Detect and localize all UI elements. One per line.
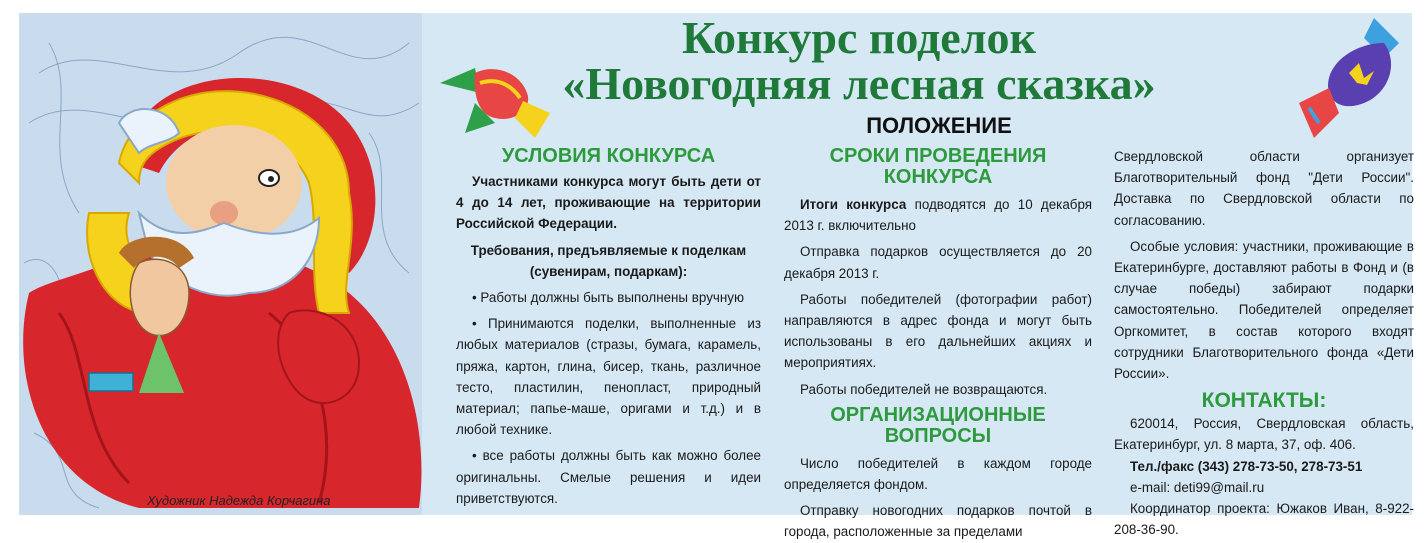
phone-text: Тел./факс (343) 278-73-50, 278-73-51 xyxy=(1130,458,1363,474)
timeline-column xyxy=(784,146,1092,543)
illustrator-credit: Художник Надежда Корчагина xyxy=(147,493,331,508)
timeline-heading: СРОКИ ПРОВЕДЕНИЯ КОНКУРСА xyxy=(829,145,1047,188)
candy-right-icon xyxy=(1289,13,1409,143)
contest-panel xyxy=(19,12,1414,540)
subtitle: ПОЛОЖЕНИЕ xyxy=(866,113,1012,138)
title-line-2: «Новогодняя лесная сказка» xyxy=(562,58,1156,109)
not-returned-paragraph: Работы победителей не возвращаются. xyxy=(800,381,1048,397)
requirement-bullet-1: • Работы должны быть выполнены вручную xyxy=(472,290,744,306)
participants-paragraph: Участниками конкурса могут быть дети от 4 до 14 лет, проживающие на территории Российской Федерации. xyxy=(456,174,761,232)
mail-shipping-paragraph: Отправку новогодних подарков почтой в города, расположенные за пределами xyxy=(784,503,1092,540)
santa-illustration xyxy=(19,13,422,515)
results-bold-text: Итоги конкурса xyxy=(800,197,907,212)
special-conditions-paragraph: Особые условия: участники, проживающие в Екатеринбурге, доставляют работы в Фонд и (в случае победы) забирают подарки самостоятельно. Победителей определяет Оргкомитет, в состав которого входят сотрудники Благотворительного фонда «Дети России». xyxy=(1114,238,1414,382)
santa-drawing-icon xyxy=(19,13,422,515)
requirement-bullet-3: • все работы должны быть как можно более оригинальны. Смелые решения и идеи приветствуются. xyxy=(456,448,761,506)
results-rest-text: подводятся до 10 декабря 2013 г. включительно xyxy=(784,197,1093,234)
address-text: 620014, Россия, Свердловская область, Екатеринбург, ул. 8 марта, 37, оф. 406. xyxy=(1114,416,1414,453)
contacts-column xyxy=(1114,146,1414,540)
coordinator-text: Координатор проекта: Южаков Иван, 8-922-208-36-90. xyxy=(1114,501,1414,538)
winners-works-paragraph: Работы победителей (фотографии работ) направляются в адрес фонда и могут быть использованы в его дальнейших акциях и мероприятиях. xyxy=(784,291,1092,371)
gifts-shipping-paragraph: Отправка подарков осуществляется до 20 декабря 2013 г. xyxy=(784,244,1092,281)
email-text: e-mail: deti99@mail.ru xyxy=(1130,479,1265,495)
requirement-bullet-2: • Принимаются поделки, выполненные из любых материалов (стразы, бумага, карамель, пряжа, картон, глина, бисер, ткань, различное тесто, пластилин, пенопласт, природный материал; папье-маше, оригами и т.д.) и в любой технике. xyxy=(456,316,761,438)
winners-count-paragraph: Число победителей в каждом городе определяется фондом. xyxy=(784,455,1092,493)
contacts-heading: КОНТАКТЫ: xyxy=(1201,389,1327,413)
organization-heading: ОРГАНИЗАЦИОННЫЕ ВОПРОСЫ xyxy=(830,403,1046,447)
results-paragraph xyxy=(784,194,1092,236)
requirements-paragraph: Требования, предъявляемые к поделкам (сувенирам, подаркам): xyxy=(470,242,747,279)
conditions-heading: УСЛОВИЯ КОНКУРСА xyxy=(501,145,716,167)
delivery-paragraph: Свердловской области организует Благотворительный фонд "Дети России". Доставка по Свердловской области по согласованию. xyxy=(1114,149,1414,228)
title-line-1: Конкурс поделок xyxy=(681,12,1037,63)
conditions-column xyxy=(456,146,761,509)
